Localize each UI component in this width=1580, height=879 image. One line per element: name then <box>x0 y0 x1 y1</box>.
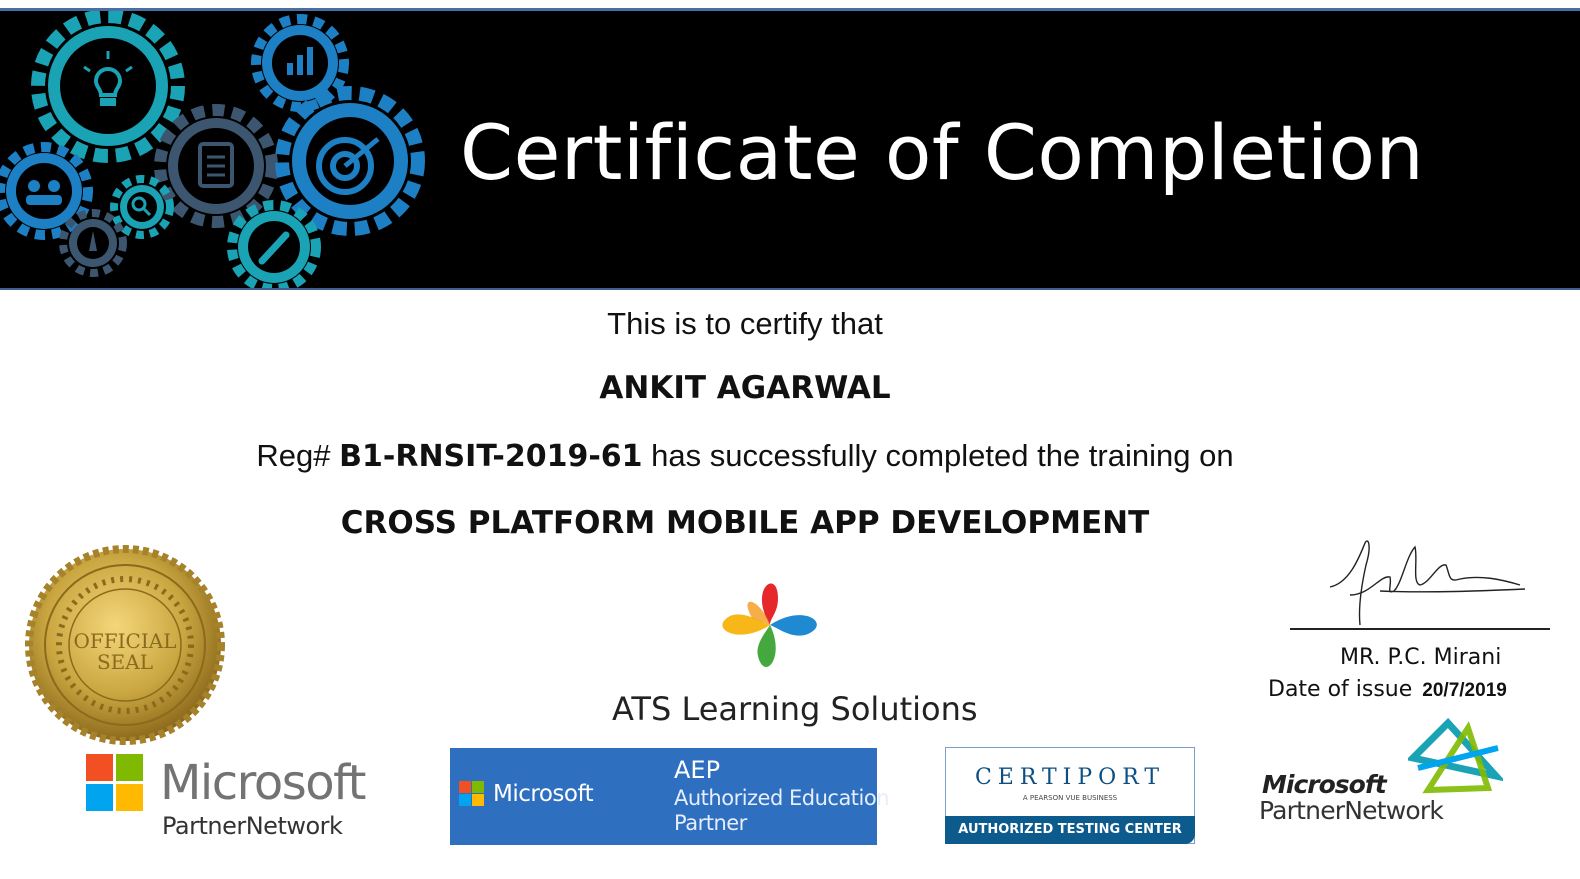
aep-line1: Authorized Education <box>674 786 890 810</box>
mpn-brand: Microsoft <box>1262 770 1386 799</box>
issuer-name: ATS Learning Solutions <box>612 690 978 728</box>
aep-brand: Microsoft <box>493 781 594 807</box>
seal-text-line1: OFFICIAL <box>73 629 177 653</box>
mpn-star-icon <box>1408 718 1503 798</box>
reg-suffix: has successfully completed the training on <box>642 438 1234 473</box>
signature-image <box>1320 535 1540 630</box>
ats-logo-icon <box>708 568 832 682</box>
reg-prefix: Reg# <box>256 438 340 473</box>
pencil-gear-icon <box>232 205 316 288</box>
banner-bottom-line <box>0 288 1580 290</box>
lightbulb-gear-icon <box>38 16 178 156</box>
official-seal-icon <box>25 545 225 745</box>
certify-intro-text: This is to certify that <box>607 306 883 341</box>
course-name: CROSS PLATFORM MOBILE APP DEVELOPMENT <box>340 505 1150 541</box>
certificate-title: Certificate of Completion <box>460 108 1425 197</box>
certiport-subtitle: A PEARSON VUE BUSINESS <box>1022 794 1118 802</box>
registration-line <box>0 438 1490 474</box>
ms-partner-network-label: PartnerNetwork <box>162 812 343 840</box>
mpn-network-label: PartnerNetwork <box>1259 796 1444 825</box>
issue-date-value: 20/7/2019 <box>1422 680 1507 701</box>
ms-blue-square-icon <box>86 784 113 811</box>
aep-line2: Partner <box>674 811 747 835</box>
ms-partner-brand: Microsoft <box>160 755 365 811</box>
bar-chart-gear-icon <box>256 19 344 107</box>
gears-illustration <box>0 11 440 288</box>
aep-ms-yellow-square-icon <box>472 794 484 806</box>
seal-text-line2: SEAL <box>96 650 154 674</box>
signatory-name: MR. P.C. Mirani <box>1340 645 1502 670</box>
ms-red-square-icon <box>86 754 113 781</box>
ms-green-square-icon <box>116 754 143 781</box>
aep-ms-green-square-icon <box>472 781 484 793</box>
target-gear-icon <box>282 93 418 229</box>
issue-date-line <box>1268 677 1507 702</box>
certiport-name: CERTIPORT <box>974 765 1166 790</box>
issue-date-label: Date of issue <box>1268 677 1413 702</box>
aep-ms-red-square-icon <box>459 781 471 793</box>
certiport-bar-text: AUTHORIZED TESTING CENTER <box>958 822 1182 837</box>
reg-number: B1-RNSIT-2019-61 <box>339 439 643 474</box>
recipient-name: ANKIT AGARWAL <box>599 370 891 406</box>
aep-ms-blue-square-icon <box>459 794 471 806</box>
ms-yellow-square-icon <box>116 784 143 811</box>
aep-title: AEP <box>674 756 721 784</box>
signature-line <box>1290 628 1550 630</box>
